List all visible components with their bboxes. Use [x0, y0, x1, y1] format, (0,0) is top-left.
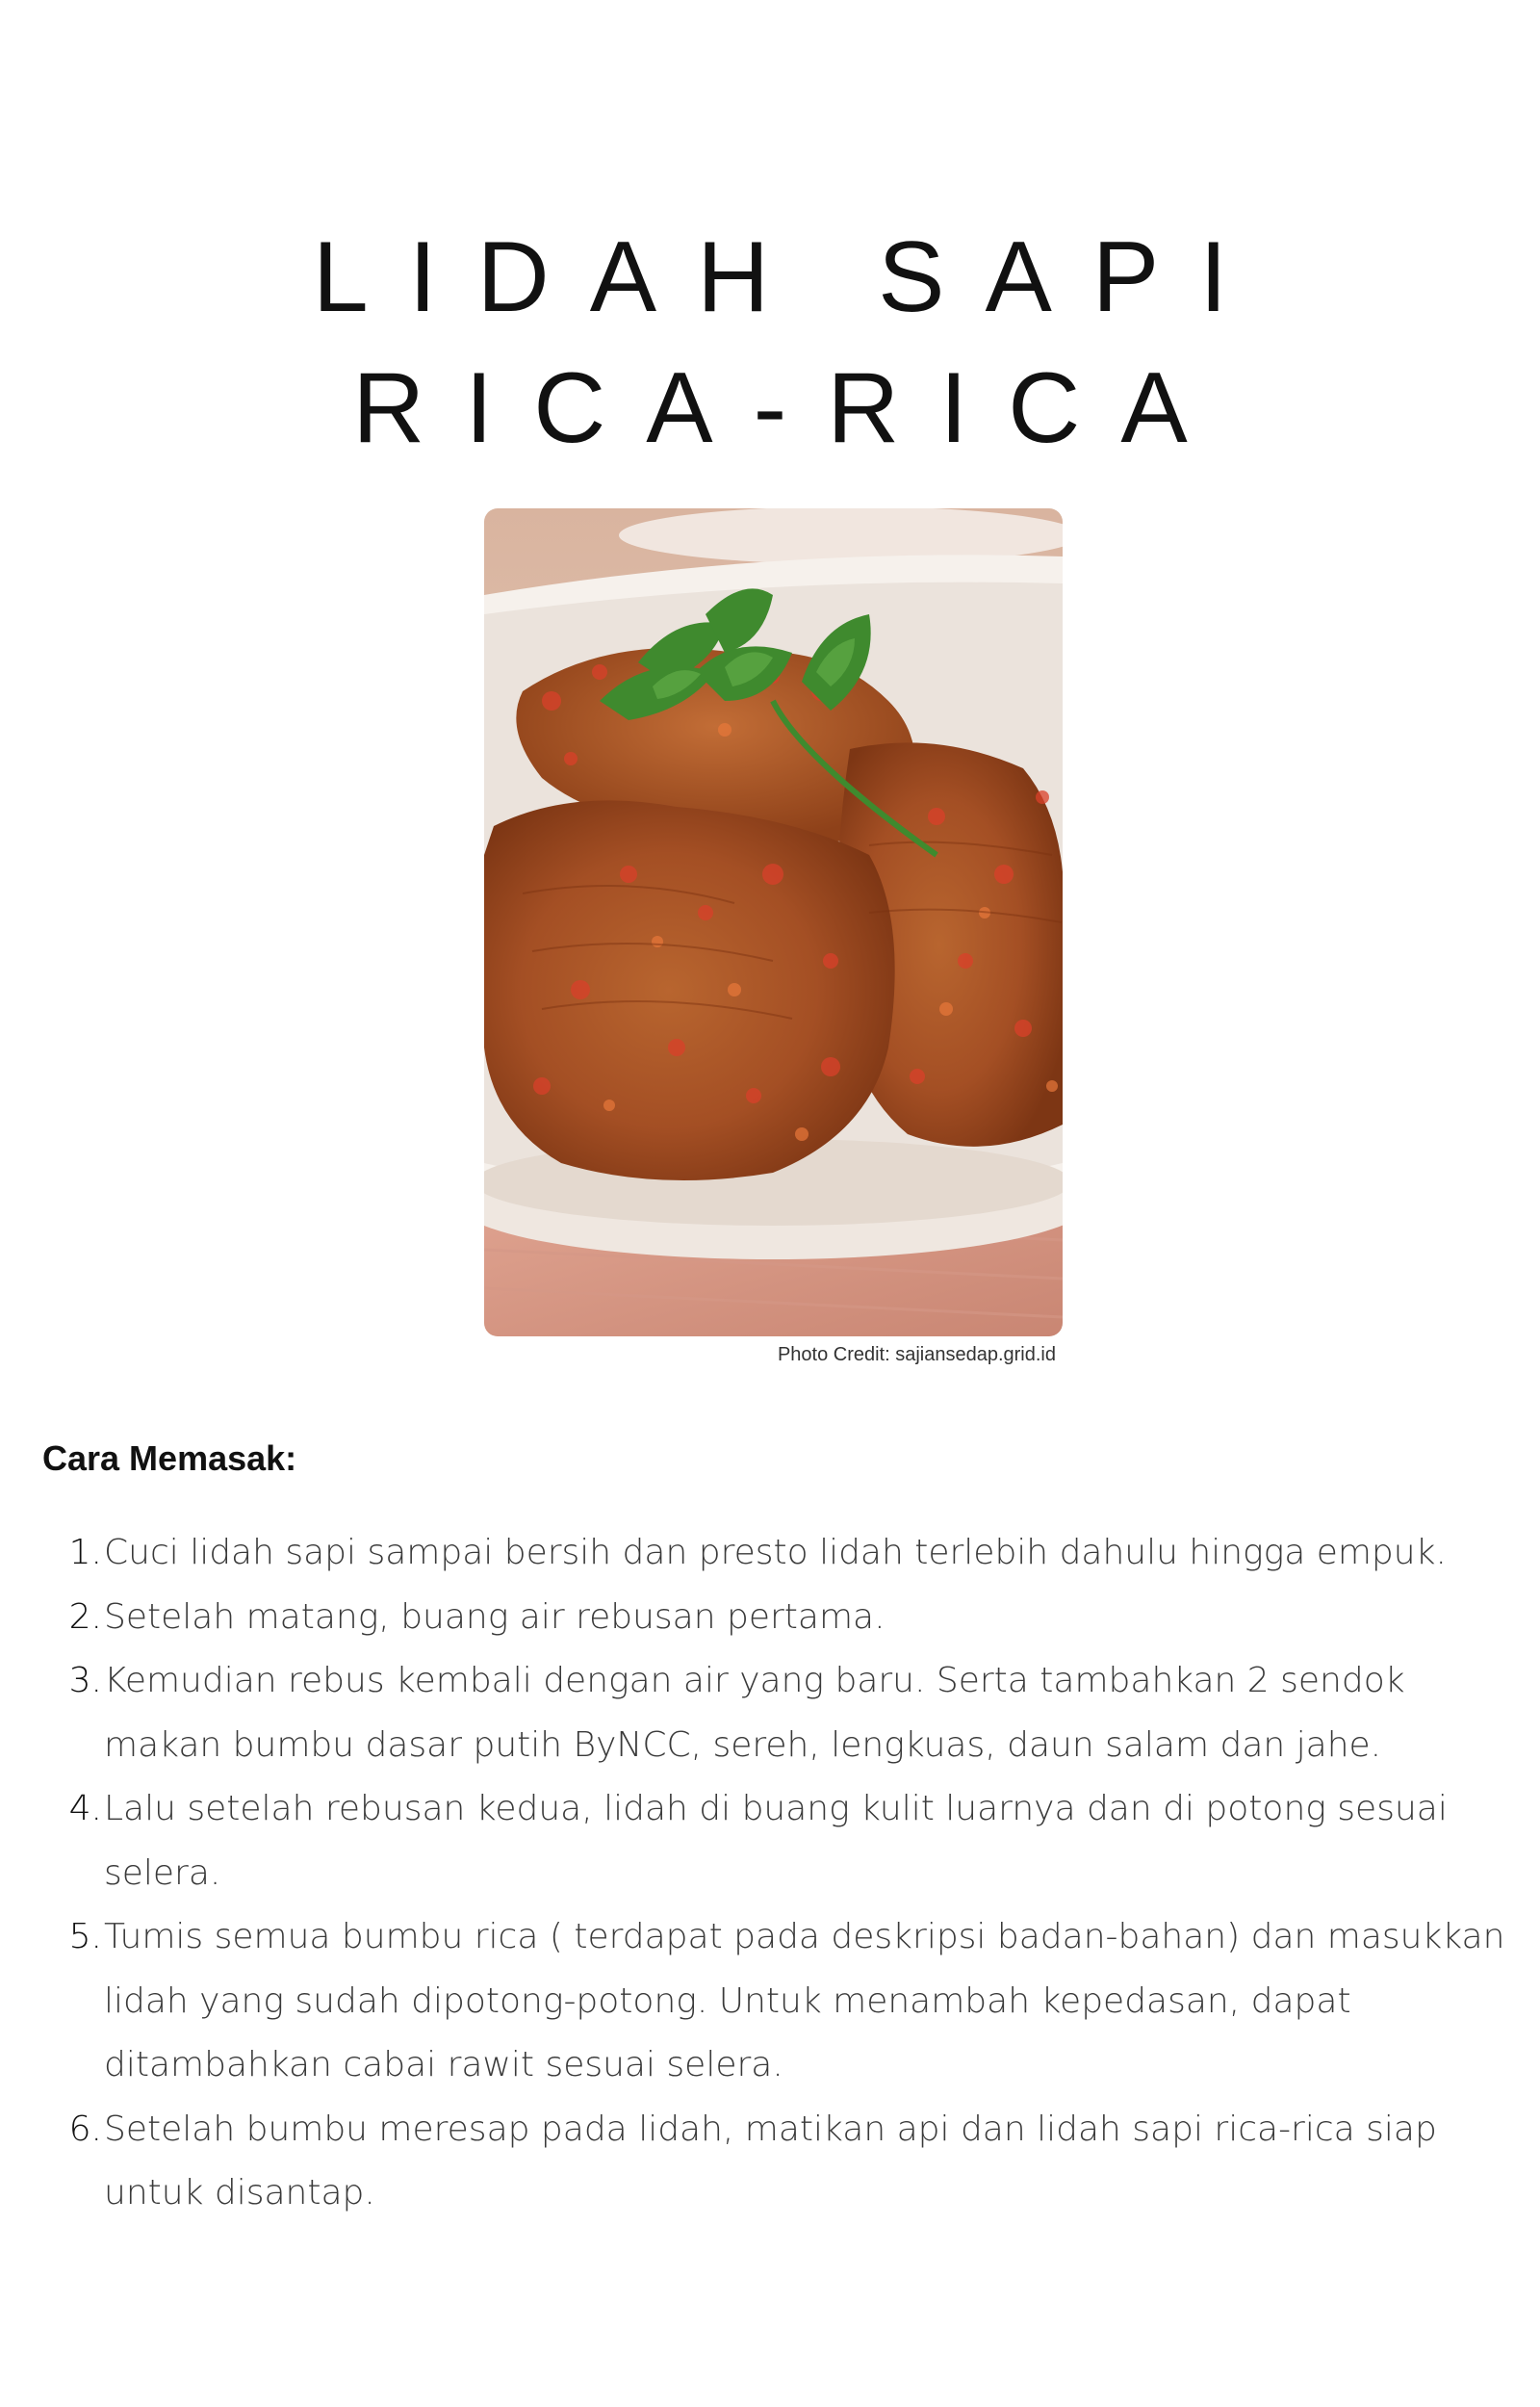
list-item — [0, 1521, 1540, 1586]
photo-credit: Photo Credit: sajiansedap.grid.id — [777, 1344, 1056, 1365]
list-item — [0, 1586, 1540, 1650]
step-number: 6. — [68, 2109, 102, 2149]
step-text: Kemudian rebus kembali dengan air yang baru. Serta tambahkan 2 sendok makan bumbu dasar putih ByNCC, sereh, lengkuas, daun salam dan jahe. — [104, 1661, 1405, 1765]
step-number: 2. — [68, 1596, 102, 1637]
food-photo-illustration — [484, 508, 1063, 1336]
cooking-steps-list — [0, 1521, 1540, 2226]
list-item — [0, 1777, 1540, 1905]
step-text: Tumis semua bumbu rica ( terdapat pada deskripsi badan-bahan) dan masukkan lidah yang sudah dipotong-potong. Untuk menambah kepedasan, dapat ditambahkan cabai rawit sesuai selera. — [104, 1917, 1505, 2084]
title-line-1: LIDAH SAPI — [312, 220, 1269, 333]
list-item — [0, 2098, 1540, 2226]
section-heading: Cara Memasak: — [42, 1438, 297, 1478]
page-title — [0, 212, 1540, 474]
food-photo — [484, 508, 1063, 1336]
step-text: Setelah bumbu meresap pada lidah, matikan api dan lidah sapi rica-rica siap untuk disantap. — [104, 2109, 1437, 2213]
list-item — [0, 1649, 1540, 1777]
step-number: 3. — [68, 1661, 102, 1700]
list-item — [0, 1905, 1540, 2098]
title-line-2: RICA-RICA — [352, 351, 1228, 464]
step-number: 5. — [68, 1917, 102, 1956]
step-text: Setelah matang, buang air rebusan pertama. — [104, 1596, 886, 1637]
step-text: Cuci lidah sapi sampai bersih dan presto lidah terlebih dahulu hingga empuk. — [104, 1533, 1447, 1572]
step-text: Lalu setelah rebusan kedua, lidah di buang kulit luarnya dan di potong sesuai selera. — [104, 1789, 1448, 1893]
step-number: 1. — [68, 1533, 102, 1572]
step-number: 4. — [68, 1789, 102, 1828]
